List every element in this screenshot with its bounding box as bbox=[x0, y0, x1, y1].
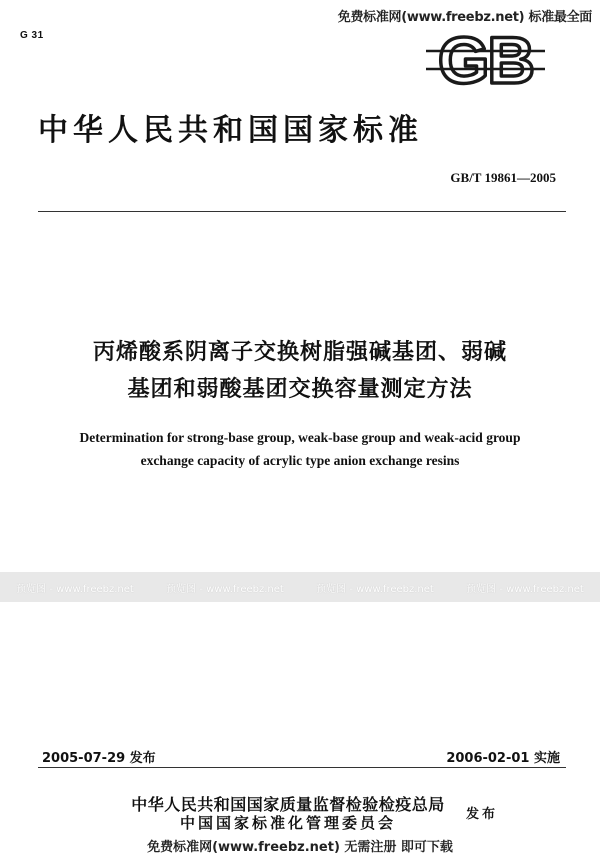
gb-logo-icon bbox=[418, 29, 553, 91]
watermark-text: 预览图 - www.freebz.net bbox=[166, 583, 284, 595]
issuer-line-1: 中华人民共和国国家质量监督检验检疫总局 bbox=[131, 795, 445, 814]
english-title-line-2: exchange capacity of acrylic type anion exchange resins bbox=[140, 453, 460, 468]
gb-logo-text: GB bbox=[438, 29, 533, 91]
watermark-text: 预览图 - www.freebz.net bbox=[16, 583, 134, 595]
top-banner-text: 免费标准网(www.freebz.net) 标准最全面 bbox=[337, 10, 592, 25]
implement-date: 2006-02-01 实施 bbox=[446, 751, 560, 766]
watermark-band bbox=[0, 572, 600, 602]
issuer-line-2: 中国国家标准化管理委员会 bbox=[179, 814, 396, 832]
bottom-banner-text: 免费标准网(www.freebz.net) 无需注册 即可下载 bbox=[147, 840, 453, 855]
chinese-title-line-1: 丙烯酸系阴离子交换树脂强碱基团、弱碱 bbox=[92, 340, 507, 365]
issue-word: 发布 bbox=[466, 807, 499, 822]
ccs-code: G 31 bbox=[20, 30, 44, 41]
chinese-title-line-2: 基团和弱酸基团交换容量测定方法 bbox=[127, 377, 473, 402]
english-title-line-1: Determination for strong-base group, weak-base group and weak-acid group bbox=[79, 430, 521, 445]
watermark-text: 预览图 - www.freebz.net bbox=[466, 583, 584, 595]
footer-divider bbox=[38, 767, 566, 768]
standard-number: GB/T 19861—2005 bbox=[450, 170, 556, 185]
watermark-text: 预览图 - www.freebz.net bbox=[316, 583, 434, 595]
national-standard-title: 中华人民共和国国家标准 bbox=[38, 113, 423, 148]
publish-date: 2005-07-29 发布 bbox=[42, 751, 156, 766]
header-divider bbox=[38, 211, 566, 212]
